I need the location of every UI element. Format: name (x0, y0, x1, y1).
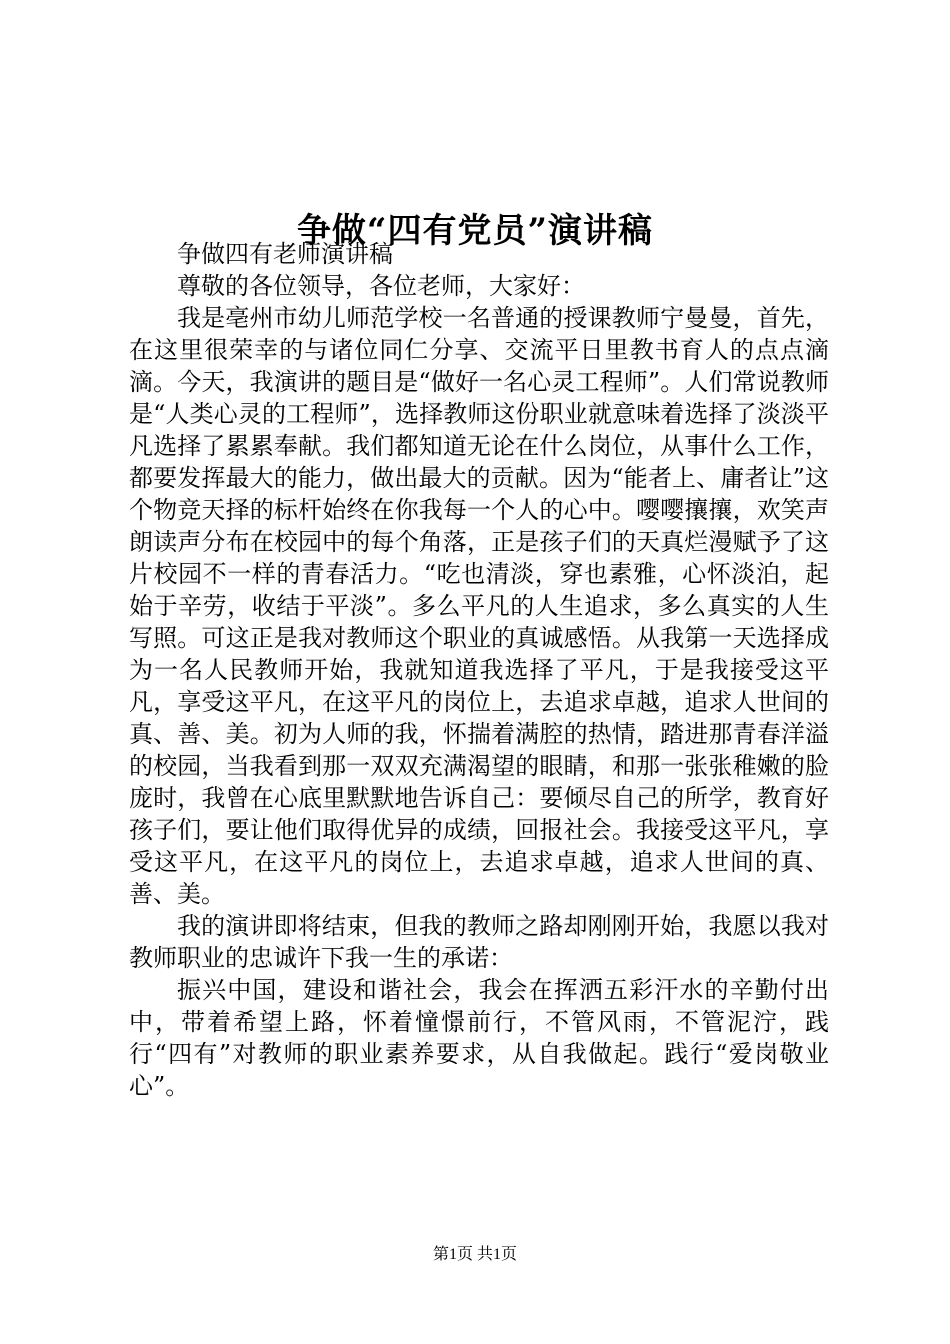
paragraph-main: 我是亳州市幼儿师范学校一名普通的授课教师宁曼曼，首先，在这里很荣幸的与诸位同仁分享、交流平日里教书育人的点点滴滴。今天，我演讲的题目是“做好一名心灵工程师”。人们常说教师是“人类心灵的工程师”，选择教师这份职业就意味着选择了淡淡平凡选择了累累奉献。我们都知道无论在什么岗位，从事什么工作，都要发挥最大的能力，做出最大的贡献。因为“能者上、庸者让”这个物竞天择的标杆始终在你我每一个人的心中。嘤嘤攘攘，欢笑声朗读声分布在校园中的每个角落，正是孩子们的天真烂漫赋予了这片校园不一样的青春活力。“吃也清淡，穿也素雅，心怀淡泊，起始于辛劳，收结于平淡”。多么平凡的人生追求，多么真实的人生写照。可这正是我对教师这个职业的真诚感悟。从我第一天选择成为一名人民教师开始，我就知道我选择了平凡，于是我接受这平凡，享受这平凡，在这平凡的岗位上，去追求卓越，追求人世间的真、善、美。初为人师的我，怀揣着满腔的热情，踏进那青春洋溢的校园，当我看到那一双双充满渴望的眼睛，和那一张张稚嫩的脸庞时，我曾在心底里默默地告诉自己：要倾尽自己的所学，教育好孩子们，要让他们取得优异的成绩，回报社会。我接受这平凡，享受这平凡，在这平凡的岗位上，去追求卓越，追求人世间的真、善、美。 (129, 304, 829, 908)
document-body (129, 238, 829, 1102)
paragraph-greeting: 尊敬的各位领导，各位老师，大家好： (177, 272, 585, 300)
paragraph-closing: 我的演讲即将结束，但我的教师之路却刚刚开始，我愿以我对教师职业的忠诚许下我一生的承诺： (129, 912, 829, 972)
paragraph-subtitle: 争做四有老师演讲稿 (177, 240, 393, 268)
paragraph-pledge: 振兴中国，建设和谐社会，我会在挥洒五彩汗水的辛勤付出中，带着希望上路，怀着憧憬前行，不管风雨，不管泥泞，践行“四有”对教师的职业素养要求，从自我做起。践行“爱岗敬业心”。 (129, 976, 829, 1100)
document-title: 争做“四有党员”演讲稿 (296, 210, 654, 251)
page-footer: 第1页 共1页 (432, 1246, 517, 1263)
